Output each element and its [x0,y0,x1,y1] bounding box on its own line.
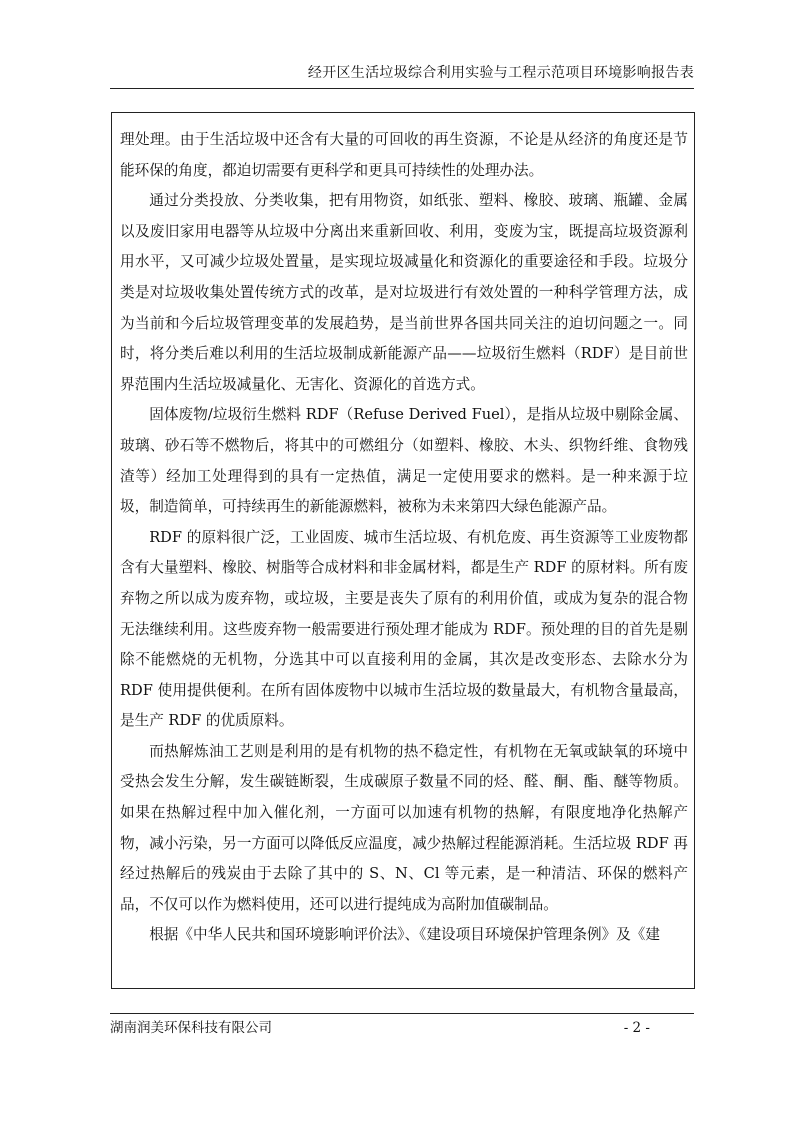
body-text [120,125,688,951]
paragraph-legal-basis: 根据《中华人民共和国环境影响评价法》、《建设项目环境保护管理条例》及《建 [149,926,660,944]
page-header [110,62,694,89]
page-footer [110,1013,694,1038]
paragraph-continuation: 理处理。由于生活垃圾中还含有大量的可回收的再生资源，不论是从经济的角度还是节能环保的角度，都迫切需要有更科学和更具可持续性的处理办法。 [120,131,688,179]
report-title: 经开区生活垃圾综合利用实验与工程示范项目环境影响报告表 [307,65,694,81]
page-number: - 2 - [623,1020,650,1036]
paragraph-rdf-definition: 固体废物/垃圾衍生燃料 RDF（Refuse Derived Fuel），是指从垃圾中剔除金属、玻璃、砂石等不燃物后，将其中的可燃组分（如塑料、橡胶、木头、织物纤维、食物残渣等）经加工处理得到的具有一定热值，满足一定使用要求的燃料。是一种来源于垃圾，制造简单，可持续再生的新能源燃料，被称为未来第四大绿色能源产品。 [120,406,688,516]
content-frame [111,112,695,989]
paragraph-rdf-raw-materials: RDF 的原料很广泛，工业固废、城市生活垃圾、有机危废、再生资源等工业废物都含有大量塑料、橡胶、树脂等合成材料和非金属材料，都是生产 RDF 的原材料。所有废弃物之所以成为废弃物，或垃圾，主要是丧失了原有的利用价值，或成为复杂的混合物无法继续利用。这些废弃物一般需要进行预处理才能成为 RDF。预处理的目的首先是剔除不能燃烧的无机物，分选其中可以直接利用的金属，其次是改变形态、去除水分为 RDF 使用提供便利。在所有固体废物中以城市生活垃圾的数量最大，有机物含量最高，是生产 RDF 的优质原料。 [120,528,688,730]
paragraph-waste-sorting: 通过分类投放、分类收集，把有用物资，如纸张、塑料、橡胶、玻璃、瓶罐、金属以及废旧家用电器等从垃圾中分离出来重新回收、利用，变废为宝，既提高垃圾资源利用水平，又可减少垃圾处置量，是实现垃圾减量化和资源化的重要途径和手段。垃圾分类是对垃圾收集处置传统方式的改革，是对垃圾进行有效处置的一种科学管理方法，成为当前和今后垃圾管理变革的发展趋势，是当前世界各国共同关注的迫切问题之一。同时，将分类后难以利用的生活垃圾制成新能源产品——垃圾衍生燃料（RDF）是目前世界范围内生活垃圾减量化、无害化、资源化的首选方式。 [120,192,688,393]
paragraph-pyrolysis: 而热解炼油工艺则是利用的是有机物的热不稳定性，有机物在无氧或缺氧的环境中受热会发生分解，发生碳链断裂，生成碳原子数量不同的烃、醛、酮、酯、醚等物质。如果在热解过程中加入催化剂，一方面可以加速有机物的热解，有限度地净化热解产物，减小污染，另一方面可以降低反应温度，减少热解过程能源消耗。生活垃圾 RDF 再经过热解后的残炭由于去除了其中的 S、N、Cl 等元素，是一种清洁、环保的燃料产品，不仅可以作为燃料使用，还可以进行提纯成为高附加值碳制品。 [120,742,688,913]
company-name: 湖南润美环保科技有限公司 [110,1020,272,1036]
